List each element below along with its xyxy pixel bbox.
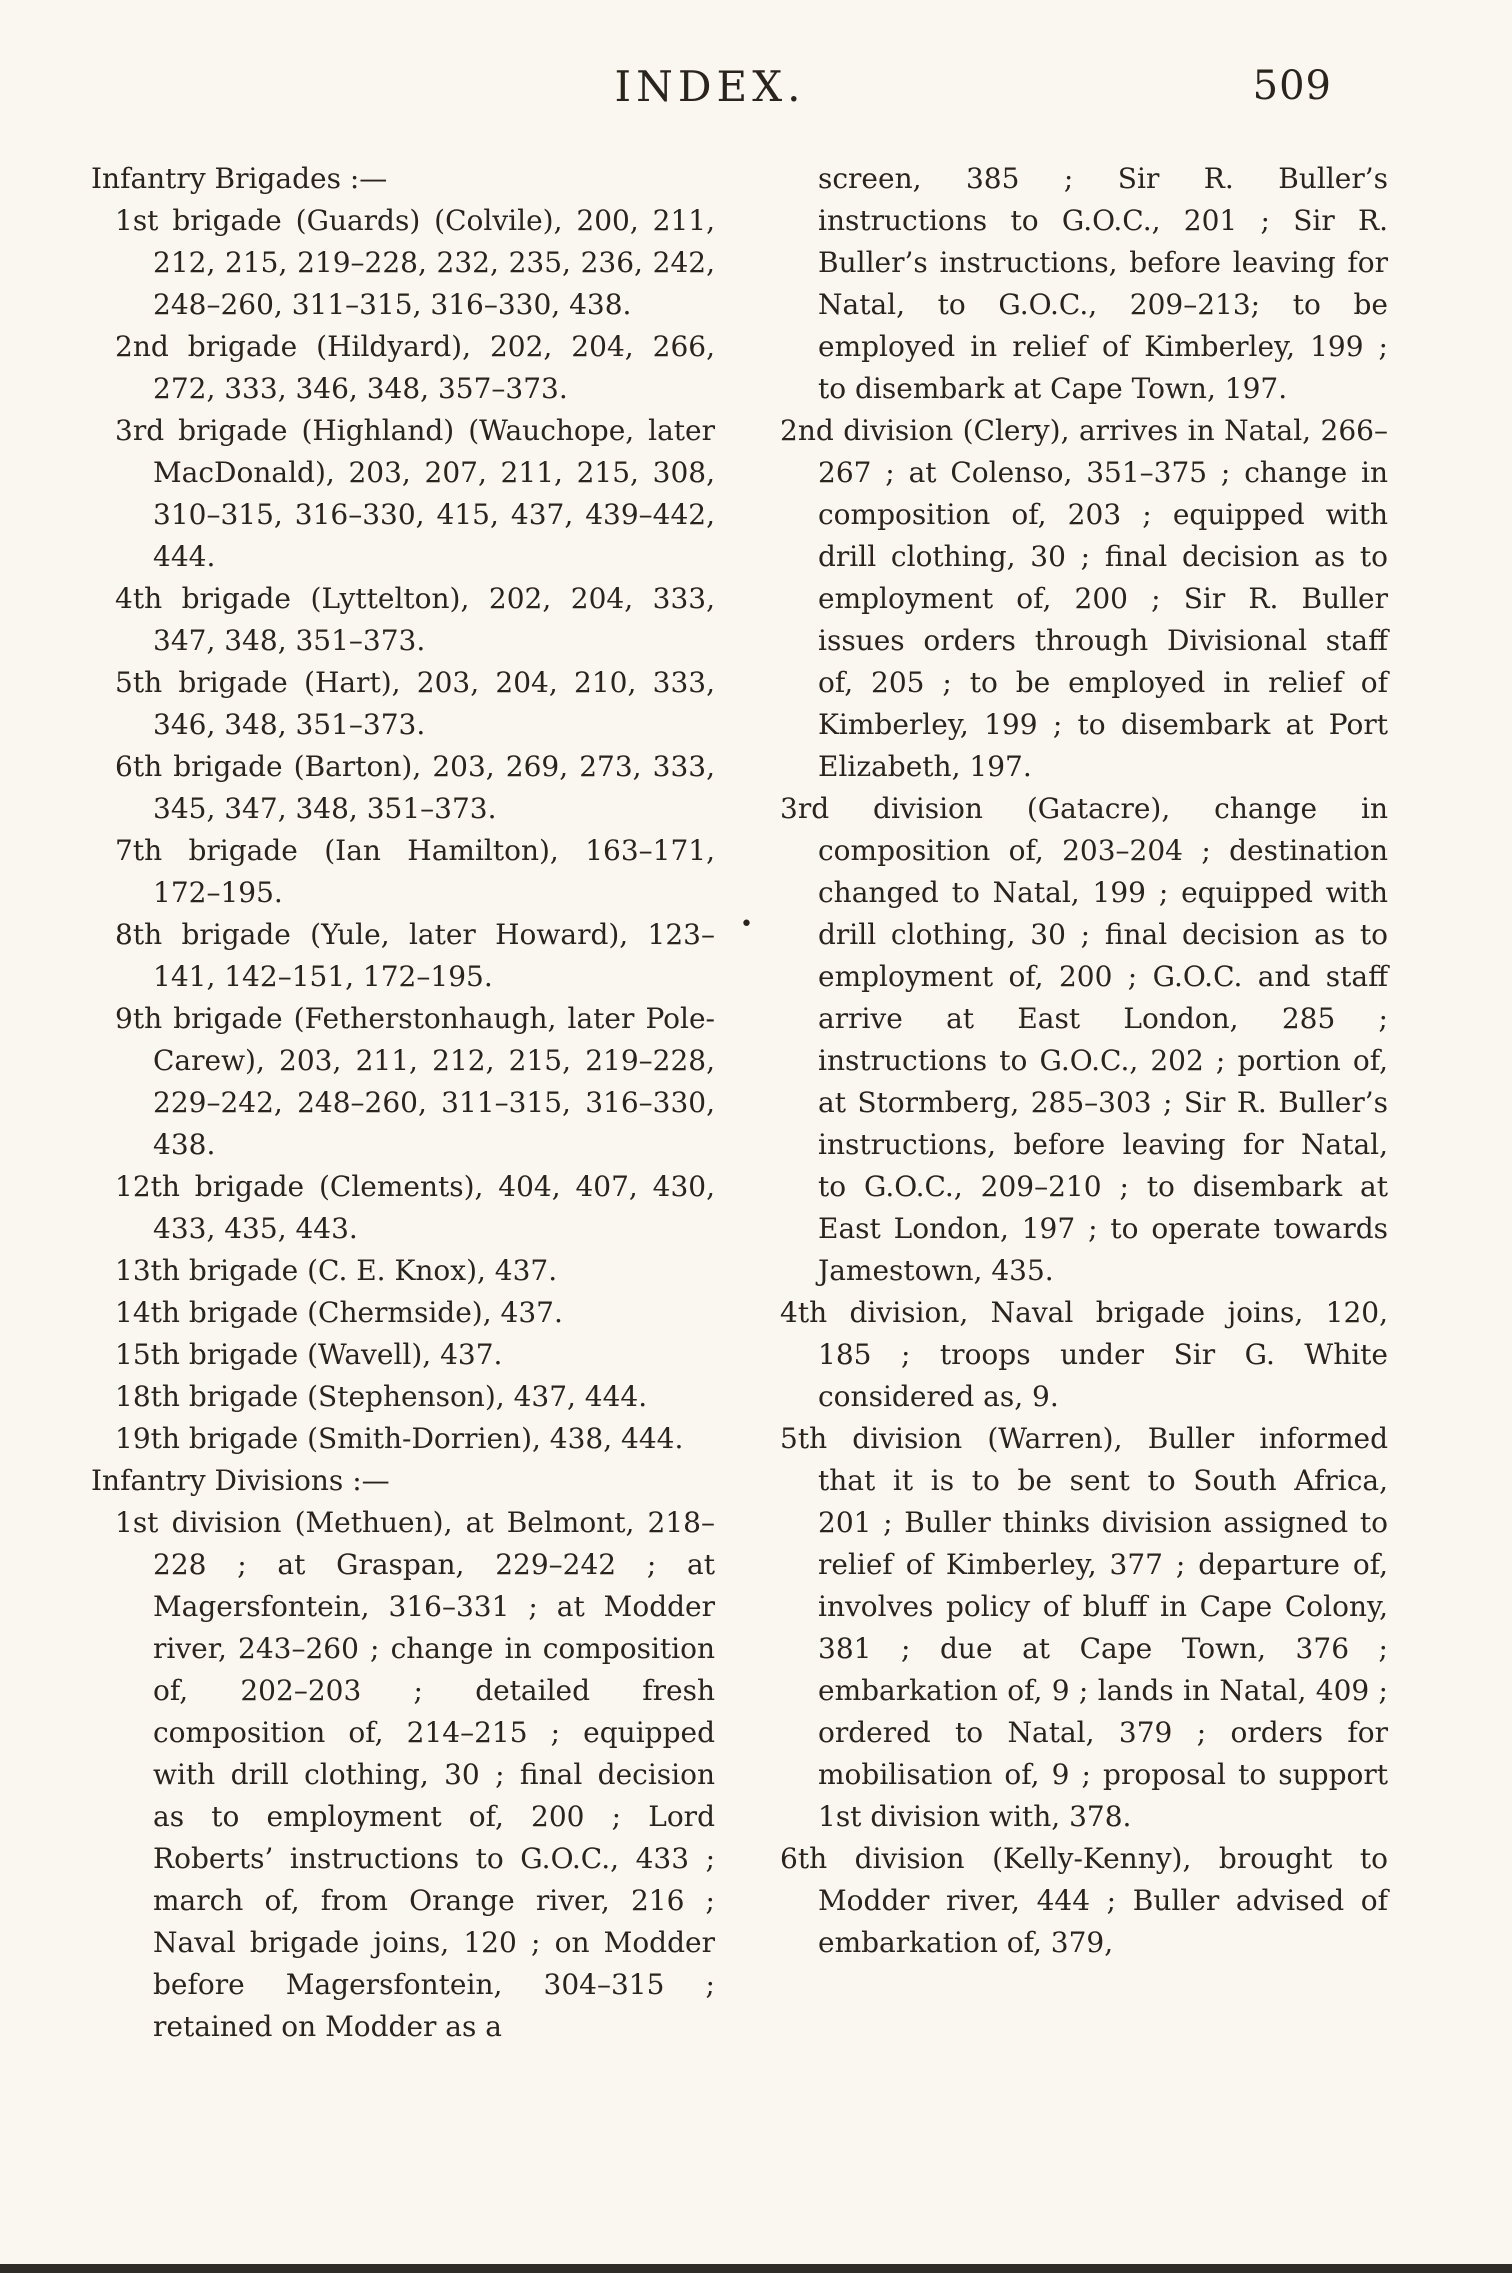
page-bottom-scan-edge	[0, 2264, 1512, 2273]
index-heading-infantry-brigades: Infantry Brigades :—	[91, 162, 388, 195]
ink-spot-artifact: •	[740, 912, 753, 937]
index-entry-brigade-15th: 15th brigade (Wavell), 437.	[115, 1338, 503, 1371]
index-column-left	[91, 158, 715, 2048]
index-entry-division-5th: 5th division (Warren), Buller informed that it is to be sent to South Africa, 201 ; Buller thinks division assigned to relief of Kimberley, 377 ; departure of, involves policy of bluff in Cape Colony, 381 ; due at Cape Town, 376 ; embarkation of, 9 ; lands in Natal, 409 ; ordered to Natal, 379 ; orders for mobilisation of, 9 ; proposal to support 1st division with, 378.	[780, 1422, 1388, 1833]
running-head-title: INDEX.	[614, 62, 806, 111]
index-entry-brigade-4th: 4th brigade (Lyttelton), 202, 204, 333, 347, 348, 351–373.	[115, 582, 715, 657]
index-entry-brigade-2nd: 2nd brigade (Hildyard), 202, 204, 266, 272, 333, 346, 348, 357–373.	[115, 330, 715, 405]
index-entry-brigade-8th: 8th brigade (Yule, later Howard), 123–141, 142–151, 172–195.	[115, 918, 715, 993]
index-entry-division-1st-continued: screen, 385 ; Sir R. Buller’s instructions to G.O.C., 201 ; Sir R. Buller’s instructions, before leaving for Natal, to G.O.C., 209–213; to be employed in relief of Kimberley, 199 ; to disembark at Cape Town, 197.	[818, 162, 1388, 405]
index-entry-brigade-18th: 18th brigade (Stephenson), 437, 444.	[115, 1380, 648, 1413]
index-entry-brigade-6th: 6th brigade (Barton), 203, 269, 273, 333, 345, 347, 348, 351–373.	[115, 750, 715, 825]
index-entry-brigade-14th: 14th brigade (Chermside), 437.	[115, 1296, 563, 1329]
index-entry-brigade-1st: 1st brigade (Guards) (Colvile), 200, 211, 212, 215, 219–228, 232, 235, 236, 242, 248–260, 311–315, 316–330, 438.	[115, 204, 715, 321]
index-entry-brigade-13th: 13th brigade (C. E. Knox), 437.	[115, 1254, 558, 1287]
index-entry-brigade-7th: 7th brigade (Ian Hamilton), 163–171, 172–195.	[115, 834, 715, 909]
index-entry-division-2nd: 2nd division (Clery), arrives in Natal, 266–267 ; at Colenso, 351–375 ; change in composition of, 203 ; equipped with drill clothing, 30 ; final decision as to employment of, 200 ; Sir R. Buller issues orders through Divisional staff of, 205 ; to be employed in relief of Kimberley, 199 ; to disembark at Port Elizabeth, 197.	[780, 414, 1388, 783]
index-entry-division-3rd: 3rd division (Gatacre), change in composition of, 203–204 ; destination changed to Natal, 199 ; equipped with drill clothing, 30 ; final decision as to employment of, 200 ; G.O.C. and staff arrive at East London, 285 ; instructions to G.O.C., 202 ; portion of, at Stormberg, 285–303 ; Sir R. Buller’s instructions, before leaving for Natal, to G.O.C., 209–210 ; to disembark at East London, 197 ; to operate towards Jamestown, 435.	[780, 792, 1388, 1287]
index-entry-brigade-19th: 19th brigade (Smith-Dorrien), 438, 444.	[115, 1422, 684, 1455]
index-heading-infantry-divisions: Infantry Divisions :—	[91, 1464, 390, 1497]
index-entry-brigade-3rd: 3rd brigade (Highland) (Wauchope, later MacDonald), 203, 207, 211, 215, 308, 310–315, 316–330, 415, 437, 439–442, 444.	[115, 414, 715, 573]
index-entry-division-1st: 1st division (Methuen), at Belmont, 218–228 ; at Graspan, 229–242 ; at Magersfontein, 316–331 ; at Modder river, 243–260 ; change in composition of, 202–203 ; detailed fresh composition of, 214–215 ; equipped with drill clothing, 30 ; final decision as to employment of, 200 ; Lord Roberts’ instructions to G.O.C., 433 ; march of, from Orange river, 216 ; Naval brigade joins, 120 ; on Modder before Magersfontein, 304–315 ; retained on Modder as a	[115, 1506, 715, 2043]
index-column-right	[756, 158, 1388, 1964]
index-entry-division-6th: 6th division (Kelly-Kenny), brought to Modder river, 444 ; Buller advised of embarkation of, 379,	[780, 1842, 1388, 1959]
page-number: 509	[1252, 63, 1332, 109]
index-entry-brigade-5th: 5th brigade (Hart), 203, 204, 210, 333, 346, 348, 351–373.	[115, 666, 715, 741]
index-entry-brigade-9th: 9th brigade (Fetherstonhaugh, later Pole-Carew), 203, 211, 212, 215, 219–228, 229–242, 248–260, 311–315, 316–330, 438.	[115, 1002, 715, 1161]
index-entry-division-4th: 4th division, Naval brigade joins, 120, 185 ; troops under Sir G. White considered as, 9.	[780, 1296, 1388, 1413]
index-entry-brigade-12th: 12th brigade (Clements), 404, 407, 430, 433, 435, 443.	[115, 1170, 715, 1245]
